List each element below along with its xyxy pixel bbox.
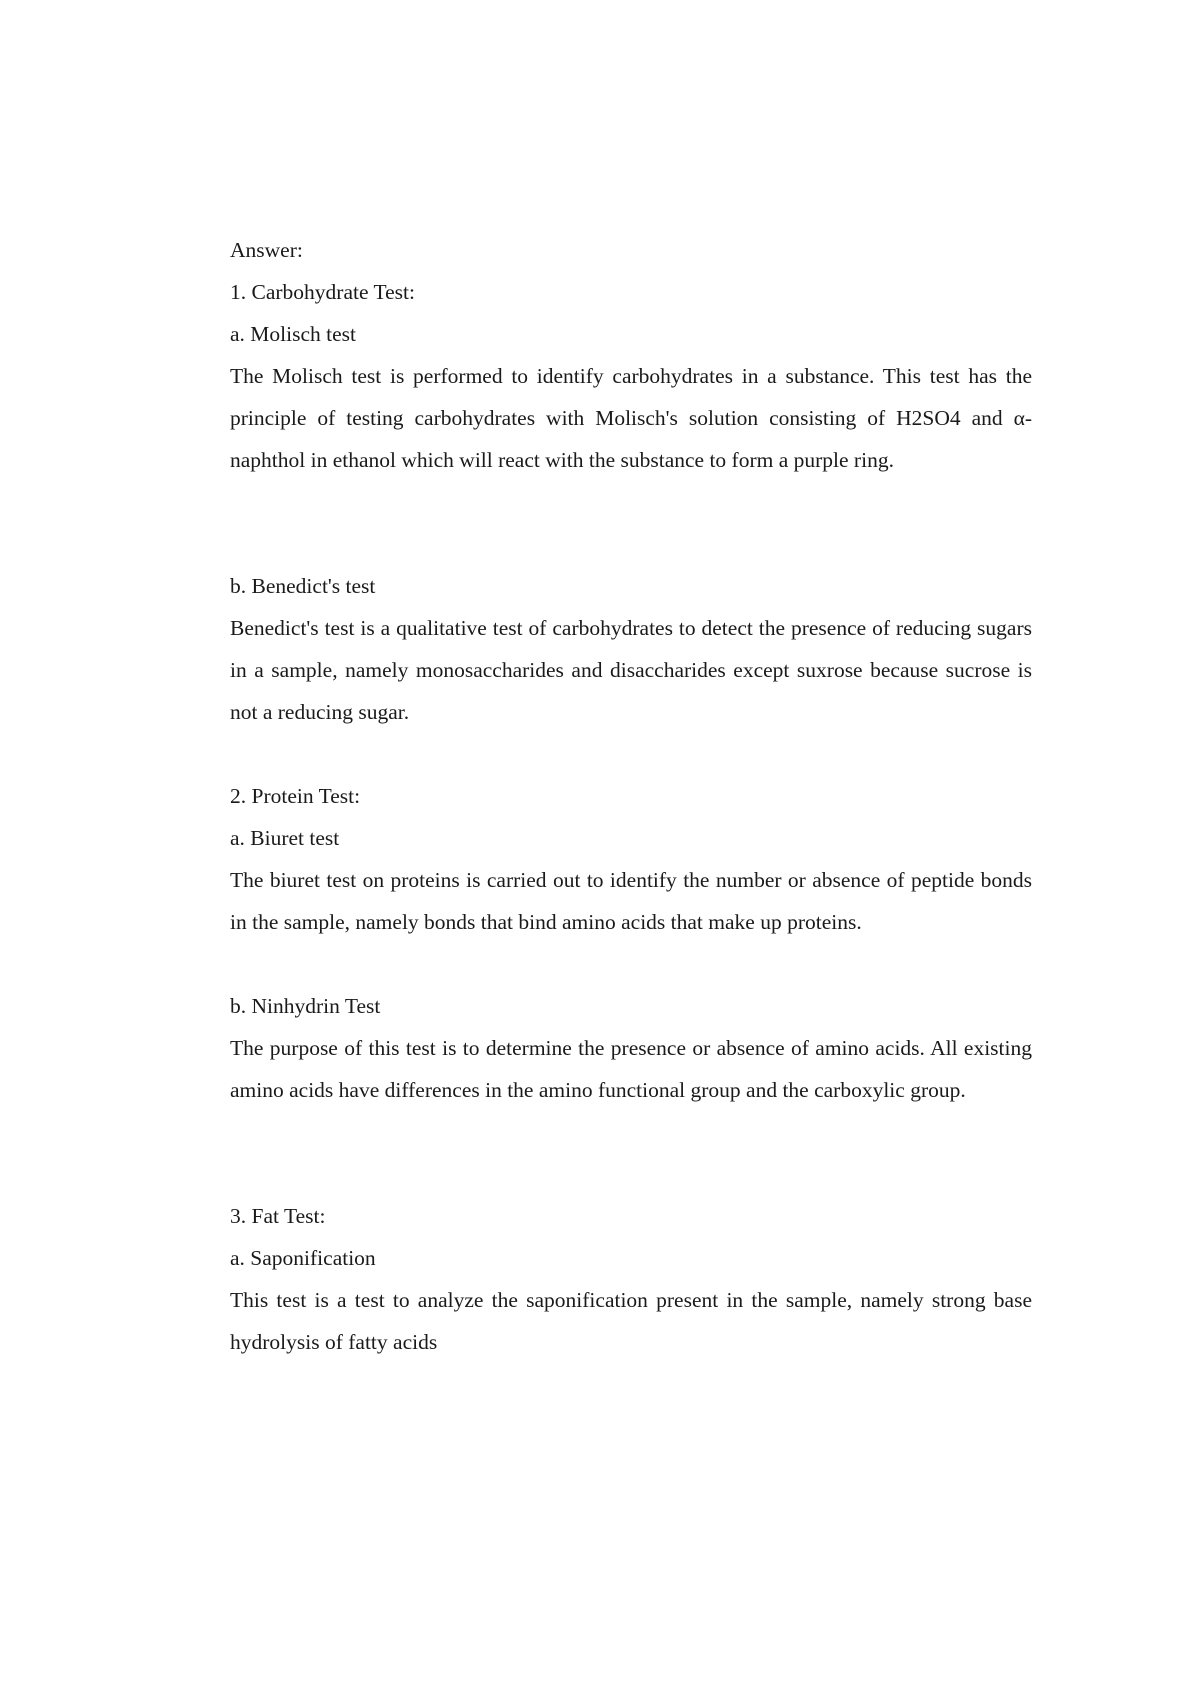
paragraph-benedict: Benedict's test is a qualitative test of carbohydrates to detect the presence of reducing sugars in a sample, namely monosaccharides and disaccharides except suxrose because sucrose is not a reducing sugar. <box>230 616 1032 724</box>
spacer <box>230 733 1032 775</box>
document-body <box>230 229 1032 1363</box>
paragraph-saponification: This test is a test to analyze the saponification present in the sample, namely strong base hydrolysis of fatty acids <box>230 1288 1032 1354</box>
answer-label: Answer: <box>230 238 303 262</box>
spacer <box>230 1111 1032 1195</box>
section-heading-carbohydrate: 1. Carbohydrate Test: <box>230 280 415 304</box>
subsection-title-saponification: a. Saponification <box>230 1246 376 1270</box>
paragraph-ninhydrin: The purpose of this test is to determine the presence or absence of amino acids. All existing amino acids have differences in the amino functional group and the carboxylic group. <box>230 1036 1032 1102</box>
paragraph-biuret: The biuret test on proteins is carried out to identify the number or absence of peptide bonds in the sample, namely bonds that bind amino acids that make up proteins. <box>230 868 1032 934</box>
paragraph-molisch: The Molisch test is performed to identify carbohydrates in a substance. This test has the principle of testing carbohydrates with Molisch's solution consisting of H2SO4 and α-naphthol in ethanol which will react with the substance to form a purple ring. <box>230 364 1032 472</box>
subsection-title-benedict: b. Benedict's test <box>230 574 376 598</box>
subsection-title-molisch: a. Molisch test <box>230 322 356 346</box>
subsection-title-ninhydrin: b. Ninhydrin Test <box>230 994 381 1018</box>
section-heading-protein: 2. Protein Test: <box>230 784 361 808</box>
subsection-title-biuret: a. Biuret test <box>230 826 340 850</box>
section-heading-fat: 3. Fat Test: <box>230 1204 326 1228</box>
spacer <box>230 481 1032 565</box>
spacer <box>230 943 1032 985</box>
